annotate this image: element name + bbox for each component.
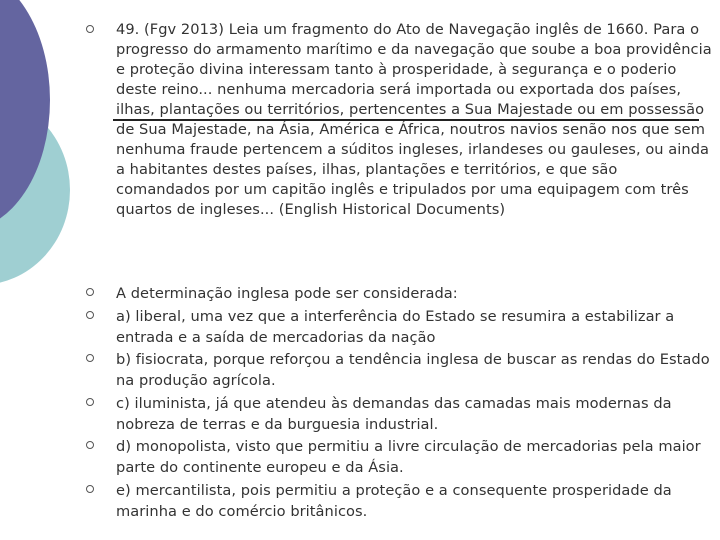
option-d	[86, 436, 712, 478]
hollow-circle-bullet-icon	[86, 441, 94, 449]
option-b	[86, 349, 712, 391]
option-e-text: e) mercantilista, pois permitiu a proteção e a consequente prosperidade da marinha e do comércio britânicos.	[116, 481, 672, 520]
question-text: 49. (Fgv 2013) Leia um fragmento do Ato de Navegação inglês de 1660. Para o progresso do armamento marítimo e da navegação que soube a boa providência e proteção divina interessam tanto à prosperidade, à segurança e o poderio deste reino... nenhuma mercadoria será importada ou exportada dos países, ilhas, plantações ou territórios, pertencentes a Sua Majestade ou em possessão de Sua Majestade, na Ásia, América e África, noutros navios senão nos que sem nenhuma fraude pertencem a súditos ingleses, irlandeses ou gauleses, ou ainda a habitantes destes países, ilhas, plantações e territórios, e que são comandados por um capitão inglês e tripulados por uma equipagem com três quartos de ingleses... (English Historical Documents)	[116, 21, 712, 218]
hollow-circle-bullet-icon	[86, 288, 94, 296]
option-a	[86, 306, 712, 348]
hollow-circle-bullet-icon	[86, 25, 94, 33]
option-e	[86, 480, 712, 522]
option-c-text: c) iluminista, já que atendeu às demandas das camadas mais modernas da nobreza de terras e da burguesia industrial.	[116, 394, 672, 433]
underline-divider	[113, 119, 699, 121]
hollow-circle-bullet-icon	[86, 354, 94, 362]
option-b-text: b) fisiocrata, porque reforçou a tendência inglesa de buscar as rendas do Estado na produção agrícola.	[116, 351, 710, 389]
hollow-circle-bullet-icon	[86, 485, 94, 493]
option-a-text: a) liberal, uma vez que a interferência do Estado se resumira a estabilizar a entrada e a saída de mercadorias da nação	[116, 307, 675, 346]
prompt-item	[86, 283, 712, 304]
option-d-text: d) monopolista, visto que permitiu a livre circulação de mercadorias pela maior parte do continente europeu e da Ásia.	[116, 438, 701, 476]
hollow-circle-bullet-icon	[86, 311, 94, 319]
hollow-circle-bullet-icon	[86, 398, 94, 406]
prompt-text: A determinação inglesa pode ser considerada:	[116, 285, 458, 302]
option-c	[86, 393, 712, 435]
answers-block	[86, 283, 712, 522]
